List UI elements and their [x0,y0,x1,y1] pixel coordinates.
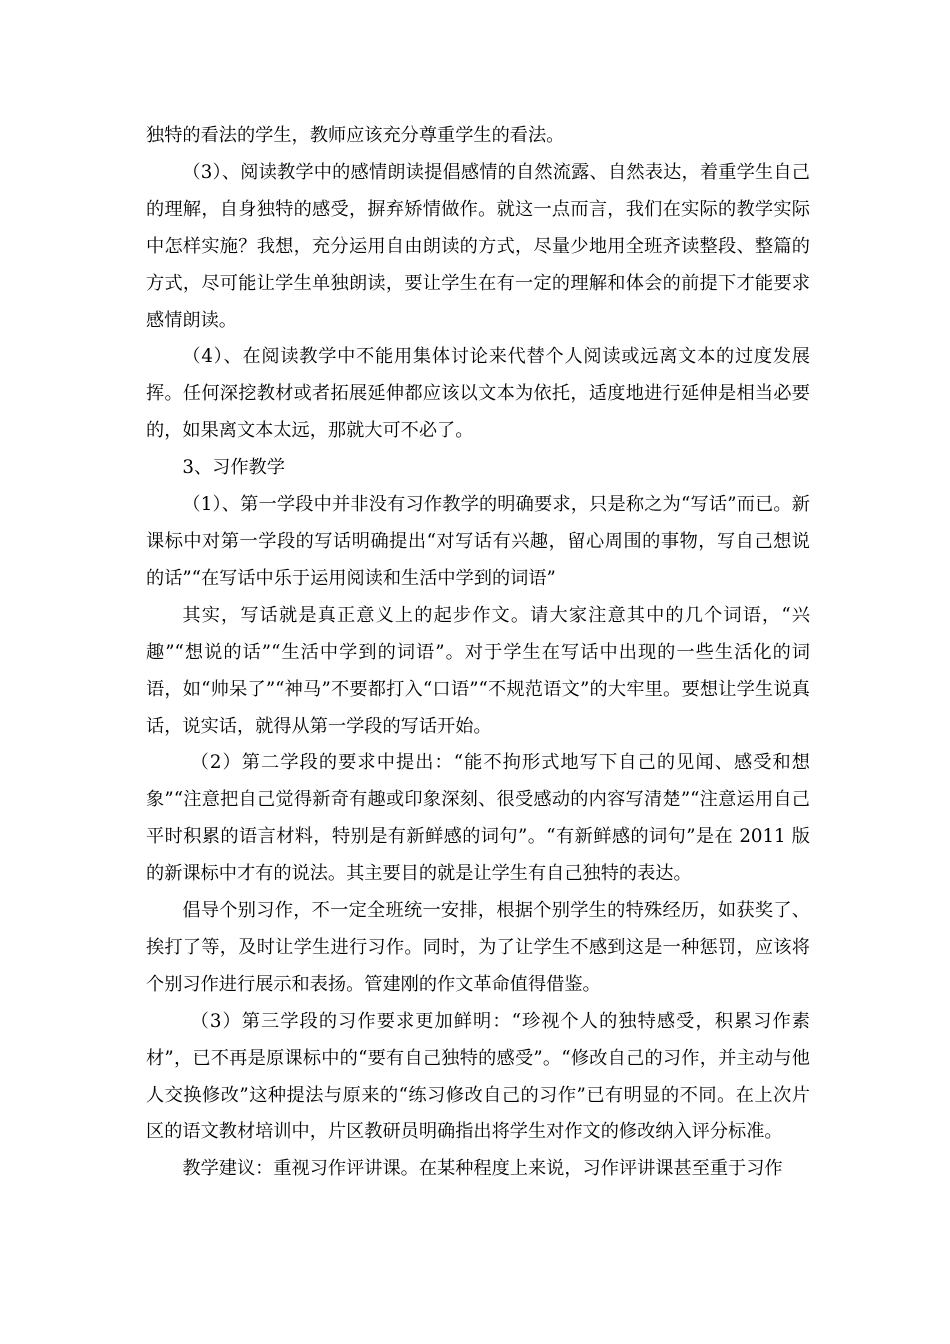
document-body [146,118,810,1188]
paragraph-individual-writing: 倡导个别习作，不一定全班统一安排，根据个别学生的特殊经历，如获奖了、挨打了等，及时让学生进行习作。同时，为了让学生不感到这是一种惩罚，应该将个别习作进行展示和表扬。管建刚的作文革命值得借鉴。 [146,900,810,995]
paragraph-writing-commentary: 其实，写话就是真正意义上的起步作文。请大家注意其中的几个词语，“兴趣”“想说的话”“生活中学到的词语”。对于学生在写话中出现的一些生活化的词语，如“帅呆了”“神马”不要都打入“口语”“不规范语文”的大牢里。要想让学生说真话，说实话，就得从第一学段的写话开始。 [146,604,810,737]
paragraph-writing-item-2: （2）第二学段的要求中提出：“能不拘形式地写下自己的见闻、感受和想象”“注意把自己觉得新奇有趣或印象深刻、很受感动的内容写清楚”“注意运用自己平时积累的语言材料，特别是有新鲜感的词句”。“有新鲜感的词句”是在 2011 版的新课标中才有的说法。其主要目的就是让学生有自己独特的表达。 [146,752,810,885]
paragraph-reading-item-3: （3）、阅读教学中的感情朗读提倡感情的自然流露、自然表达，着重学生自己的理解，自身独特的感受，摒弃矫情做作。就这一点而言，我们在实际的教学实际中怎样实施？我想，充分运用自由朗读的方式，尽量少地用全班齐读整段、整篇的方式，尽可能让学生单独朗读，要让学生在有一定的理解和体会的前提下才能要求感情朗读。 [146,161,810,331]
paragraph-writing-item-3: （3）第三学段的习作要求更加鲜明：“珍视个人的独特感受，积累习作素材”，已不再是原课标中的“要有自己独特的感受”。“修改自己的习作，并主动与他人交换修改”这种提法与原来的“练习修改自己的习作”已有明显的不同。在上次片区的语文教材培训中，片区教研员明确指出将学生对作文的修改纳入评分标准。 [146,1010,810,1143]
section-heading-writing-teaching: 3、习作教学 [182,457,285,479]
paragraph-reading-item-4: （4）、在阅读教学中不能用集体讨论来代替个人阅读或远离文本的过度发展挥。任何深挖教材或者拓展延伸都应该以文本为依托，适度地进行延伸是相当必要的，如果离文本太远，那就大可不必了。 [146,346,810,442]
paragraph-writing-item-1: （1）、第一学段中并非没有习作教学的明确要求，只是称之为“写话”而已。新课标中对第一学段的写话明确提出“对写话有兴趣，留心周围的事物，写自己想说的话”“在写话中乐于运用阅读和生活中学到的词语” [146,494,810,589]
paragraph-teaching-suggestion: 教学建议：重视习作评讲课。在某种程度上来说，习作评讲课甚至重于习作 [182,1158,783,1180]
paragraph-continuation: 独特的看法的学生，教师应该充分尊重学生的看法。 [146,125,565,146]
